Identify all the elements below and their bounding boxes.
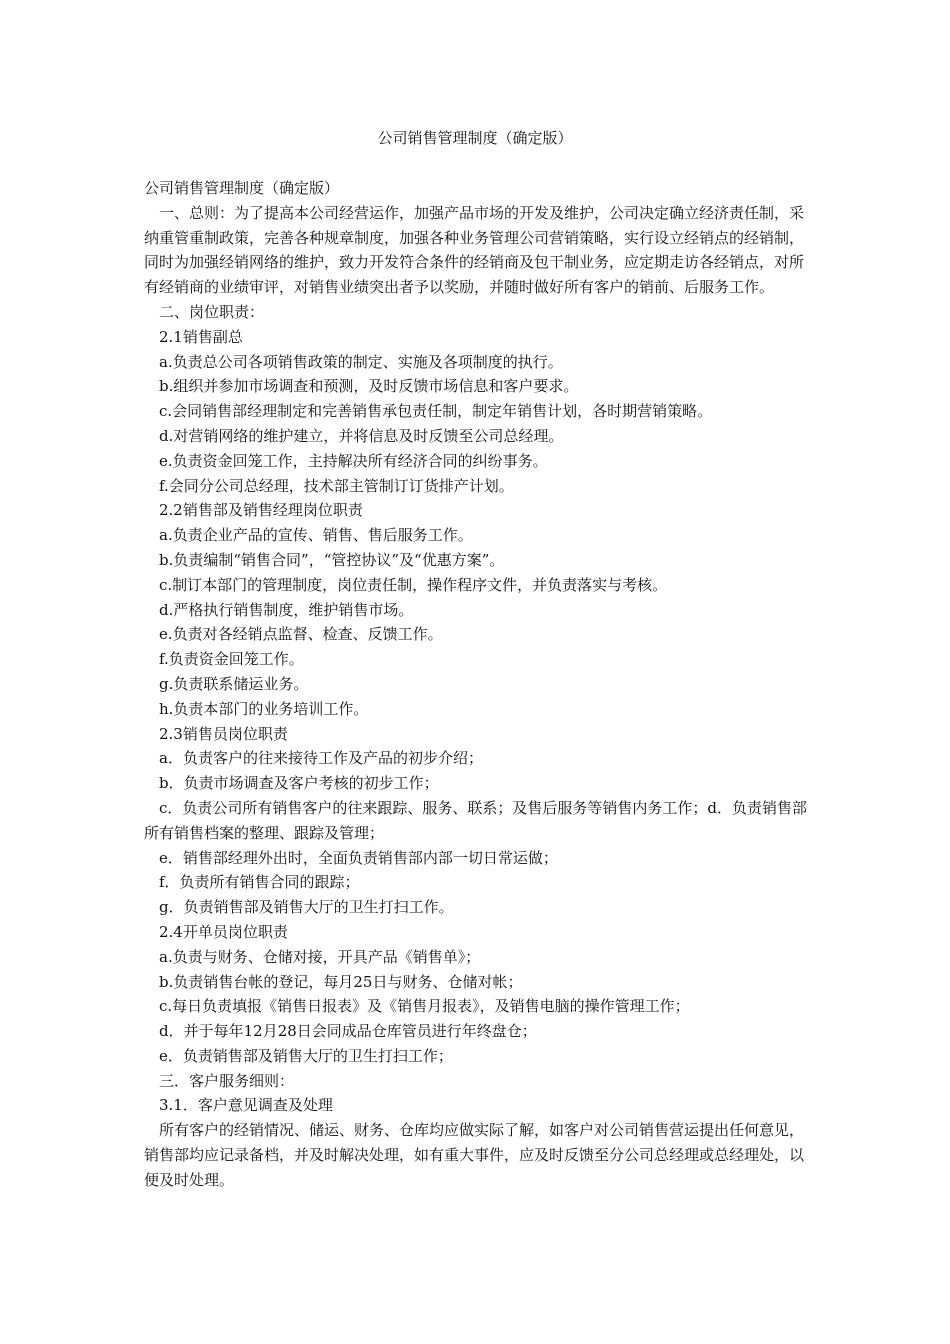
paragraph: g.负责联系储运业务。 (159, 674, 309, 693)
paragraph: d.对营销网络的维护建立，并将信息及时反馈至公司总经理。 (159, 426, 564, 445)
paragraph: c．负责公司所有销售客户的往来跟踪、服务、联系；及售后服务等销售内务工作；d．负责销售部所有销售档案的整理、跟踪及管理； (144, 798, 808, 842)
paragraph: c.制订本部门的管理制度，岗位责任制，操作程序文件，并负责落实与考核。 (159, 575, 668, 594)
paragraph: f.负责资金回笼工作。 (159, 650, 304, 669)
paragraph: 2.4开单员岗位职责 (159, 922, 288, 941)
paragraph: b．负责市场调查及客户考核的初步工作； (159, 774, 439, 793)
paragraph: f．负责所有销售合同的跟踪； (159, 873, 360, 892)
paragraph: e．负责销售部及销售大厅的卫生打扫工作； (159, 1046, 453, 1065)
paragraph: 一、总则：为了提高本公司经营运作，加强产品市场的开发及维护，公司决定确立经济责任制，采纳重管重制政策，完善各种规章制度，加强各种业务管理公司营销策略，实行设立经销点的经销制，同时为加强经销网络的维护，致力开发符合条件的经销商及包干制业务，应定期走访各经销点，对所有经销商的业绩审评，对销售业绩突出者予以奖励，并随时做好所有客户的销前、后服务工作。 (144, 203, 805, 297)
paragraph: a．负责客户的往来接待工作及产品的初步介绍； (159, 749, 483, 768)
paragraph: 2.2销售部及销售经理岗位职责 (159, 501, 363, 520)
paragraph: c.会同销售部经理制定和完善销售承包责任制，制定年销售计划，各时期营销策略。 (159, 402, 713, 421)
paragraph: d.严格执行销售制度，维护销售市场。 (159, 600, 414, 619)
paragraph: 2.1销售副总 (159, 327, 243, 346)
paragraph: a.负责与财务、仓储对接，开具产品《销售单》； (159, 947, 481, 966)
paragraph: a.负责总公司各项销售政策的制定、实施及各项制度的执行。 (159, 352, 563, 371)
paragraph: e．销售部经理外出时，全面负责销售部内部一切日常运做； (159, 848, 558, 867)
document-title: 公司销售管理制度（确定版） (377, 129, 573, 147)
paragraph: 公司销售管理制度（确定版） (144, 179, 340, 197)
paragraph: b.组织并参加市场调查和预测，及时反馈市场信息和客户要求。 (159, 377, 579, 396)
paragraph: c.每日负责填报《销售日报表》及《销售月报表》，及销售电脑的操作管理工作； (159, 997, 690, 1016)
paragraph: b.负责销售台帐的登记，每月25日与财务、仓储对帐； (159, 972, 523, 991)
document-body (144, 176, 808, 1193)
paragraph: 2.3销售员岗位职责 (159, 724, 288, 743)
paragraph: 所有客户的经销情况、储运、财务、仓库均应做实际了解，如客户对公司销售营运提出任何意见，销售部均应记录备档，并及时解决处理，如有重大事件，应及时反馈至分公司总经理或总经理处，以便及时处理。 (144, 1121, 805, 1189)
paragraph: 三．客户服务细则： (159, 1071, 295, 1090)
paragraph: a.负责企业产品的宣传、销售、售后服务工作。 (159, 526, 473, 545)
paragraph: b.负责编制“销售合同”，“管控协议”及“优惠方案”。 (159, 550, 505, 569)
paragraph: e.负责对各经销点监督、检查、反馈工作。 (159, 625, 443, 644)
paragraph: 3.1．客户意见调查及处理 (159, 1096, 333, 1115)
paragraph: h.负责本部门的业务培训工作。 (159, 699, 369, 718)
paragraph: f.会同分公司总经理，技术部主管制订订货排产计划。 (159, 476, 514, 495)
paragraph: g．负责销售部及销售大厅的卫生打扫工作。 (159, 898, 454, 917)
paragraph: 二、岗位职责： (159, 302, 265, 321)
paragraph: d．并于每年12月28日会同成品仓库管员进行年终盘仓； (159, 1022, 537, 1041)
paragraph: e.负责资金回笼工作，主持解决所有经济合同的纠纷事务。 (159, 451, 548, 470)
